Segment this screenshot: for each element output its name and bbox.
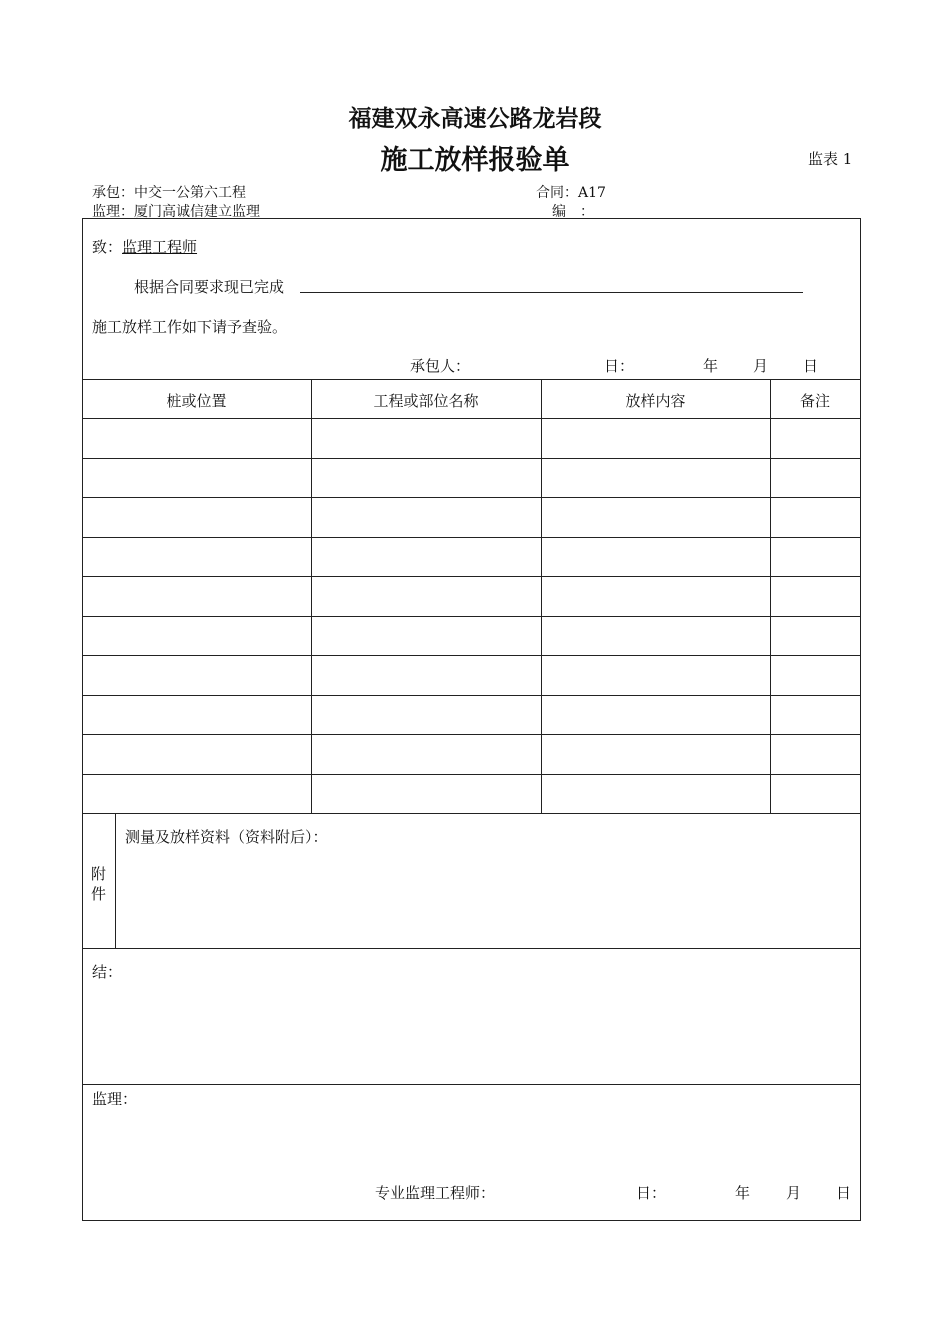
table-header-cell: 桩或位置 [166, 392, 227, 410]
table-column-divider [770, 379, 771, 813]
signer-label: 承包人： [410, 357, 471, 375]
contract-label: 合同： [536, 185, 578, 201]
to-line [92, 236, 197, 257]
supervision-month: 月 [786, 1184, 802, 1202]
to-value: 监理工程师 [122, 238, 198, 256]
table-row-line [82, 497, 861, 498]
attachment-text: 测量及放样资料（资料附后）： [125, 828, 328, 846]
table-row-line [82, 537, 861, 538]
table-column-divider [541, 379, 542, 813]
table-header-cell: 备注 [799, 392, 830, 410]
attachment-side-label-1: 附 [91, 865, 107, 883]
contract-line [536, 182, 606, 202]
date-label: 日： [604, 357, 635, 375]
request-body-line-1: 根据合同要求现已完成 [134, 278, 285, 296]
form-code: 监表 1 [808, 150, 853, 168]
table-row-line [82, 774, 861, 775]
table-column-divider [311, 379, 312, 813]
contractor-value: 中交一公第六工程 [134, 185, 246, 201]
table-row-line [82, 616, 861, 617]
attachment-side-label-2: 件 [91, 885, 107, 903]
supervision-year: 年 [735, 1184, 751, 1202]
table-header-cell: 工程或部位名称 [373, 392, 479, 410]
supervisor-value: 厦门高诚信建立监理 [134, 204, 260, 220]
table-row-line [82, 576, 861, 577]
date-month: 月 [753, 357, 769, 375]
date-year: 年 [703, 357, 719, 375]
table-row-line [82, 695, 861, 696]
supervision-label: 监理： [92, 1090, 138, 1108]
table-row-line [82, 655, 861, 656]
contract-value: A17 [578, 185, 606, 201]
attachment-bottom-line [82, 948, 861, 949]
form-frame [82, 218, 861, 1221]
engineer-label: 专业监理工程师： [375, 1184, 496, 1202]
fill-in-underline [300, 292, 803, 293]
title-line-2: 施工放样报验单 [380, 145, 570, 176]
attachment-side-divider [115, 813, 116, 948]
table-header-bottom-line [82, 418, 861, 419]
supervision-date-label: 日： [636, 1184, 667, 1202]
table-row-line [82, 458, 861, 459]
table-top-line [82, 379, 861, 380]
contractor-label: 承包： [92, 185, 134, 201]
date-day: 日 [803, 357, 819, 375]
table-row-line [82, 813, 861, 814]
conclusion-bottom-line [82, 1084, 861, 1085]
table-header-cell: 放样内容 [625, 392, 686, 410]
request-body-line-2: 施工放样工作如下请予查验。 [92, 318, 288, 336]
table-row-line [82, 734, 861, 735]
supervision-day: 日 [836, 1184, 852, 1202]
supervisor-label: 监理： [92, 204, 134, 220]
contractor-line [92, 182, 246, 202]
conclusion-label: 结： [92, 963, 123, 981]
title-line-1: 福建双永高速公路龙岩段 [348, 105, 602, 132]
to-label: 致： [92, 238, 123, 256]
number-label: 编 ： [552, 204, 594, 220]
